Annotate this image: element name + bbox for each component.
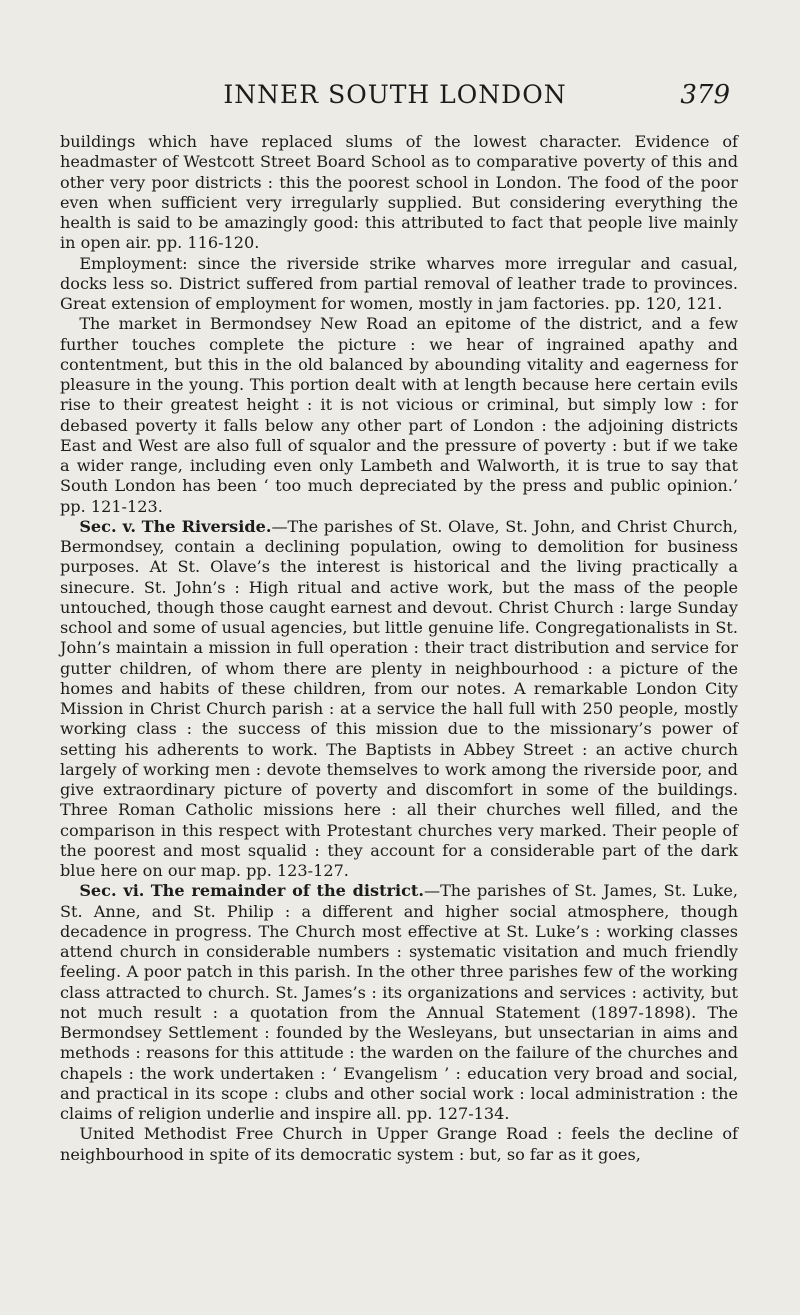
section-title: The Riverside.: [141, 516, 272, 536]
paragraph-evidence: buildings which have replaced slums of the lowest character. Evidence of headmaster of Westcott Street Board School as to comparative poverty of this and other very poor districts : this the poorest school in London. The food of the poor even when sufficient very irregularly supplied. But considering everything the health is said to be amazingly good: this attributed to fact that people live mainly in open air. pp. 116-120.: [60, 132, 738, 253]
section-label: Sec. vi.: [79, 881, 145, 901]
section-remainder: [60, 881, 738, 1124]
section-text: —The parishes of St. Olave, St. John, and Christ Church, Bermondsey, contain a declining population, owing to demolition for business purposes. At St. Olave’s the interest is historical and the living practically a sinecure. St. John’s : High ritual and active work, but the mass of the people untouched, though those caught earnest and devout. Christ Church : large Sunday school and some of usual agencies, but little genuine life. Congregationalists in St. John’s maintain a mission in full operation : their tract distribution and service for gutter children, of whom there are plenty in neighbourhood : a picture of the homes and habits of these children, from our notes. A remarkable London City Mission in Christ Church parish : at a service the hall full with 250 people, mostly working class : the success of this mission due to the missionary’s power of setting his adherents to work. The Baptists in Abbey Street : an active church largely of working men : devote themselves to work among the riverside poor, and give extraordinary picture of poverty and discomfort in some of the buildings. Three Roman Catholic missions here : all their churches well filled, and the comparison in this respect with Protestant churches very marked. Their people of the poorest and most squalid : they account for a considerable part of the dark blue here on our map. pp. 123-127.: [60, 516, 738, 880]
section-title: The remainder of the district.: [150, 881, 424, 901]
paragraph-methodist: United Methodist Free Church in Upper Grange Road : feels the decline of neighbourhood in spite of its democratic system : but, so far as it goes,: [60, 1124, 738, 1164]
section-label: Sec. v.: [79, 516, 136, 536]
body-text: [60, 132, 738, 1165]
running-head: INNER SOUTH LONDON: [223, 80, 567, 109]
paragraph-employment: Employment: since the riverside strike wharves more irregular and casual, docks less so. District suffered from partial removal of leather trade to provinces. Great extension of employment for women, mostly in jam factories. pp. 120, 121.: [60, 253, 738, 313]
section-text: —The parishes of St. James, St. Luke, St. Anne, and St. Philip : a different and higher social atmosphere, though decadence in progress. The Church most effective at St. Luke’s : working classes attend church in considerable numbers : systematic visitation and much friendly feeling. A poor patch in this parish. In the other three parishes few of the working class attracted to church. St. James’s : its organizations and services : activity, but not much result : a quotation from the Annual Statement (1897-1898). The Bermondsey Settlement : founded by the Wesleyans, but unsectarian in aims and methods : reasons for this attitude : the warden on the failure of the churches and chapels : the work undertaken : ‘ Evangelism ’ : education very broad and social, and practical in its scope : clubs and other social work : local administration : the claims of religion underlie and inspire all. pp. 127-134.: [60, 881, 738, 1123]
page-number: 379: [680, 80, 730, 110]
paragraph-market: The market in Bermondsey New Road an epitome of the district, and a few further touches complete the picture : we hear of ingrained apathy and contentment, but this in the old balanced by abounding vitality and eagerness for pleasure in the young. This portion dealt with at length because here certain evils rise to their greatest height : it is not vicious or criminal, but simply low : for debased poverty it falls below any other part of London : the adjoining districts East and West are also full of squalor and the pressure of poverty : but if we take a wider range, including even only Lambeth and Walworth, it is true to say that South London has been ‘ too much depreciated by the press and public opinion.’ pp. 121-123.: [60, 314, 738, 516]
section-riverside: [60, 517, 738, 882]
page-header: [60, 70, 730, 110]
